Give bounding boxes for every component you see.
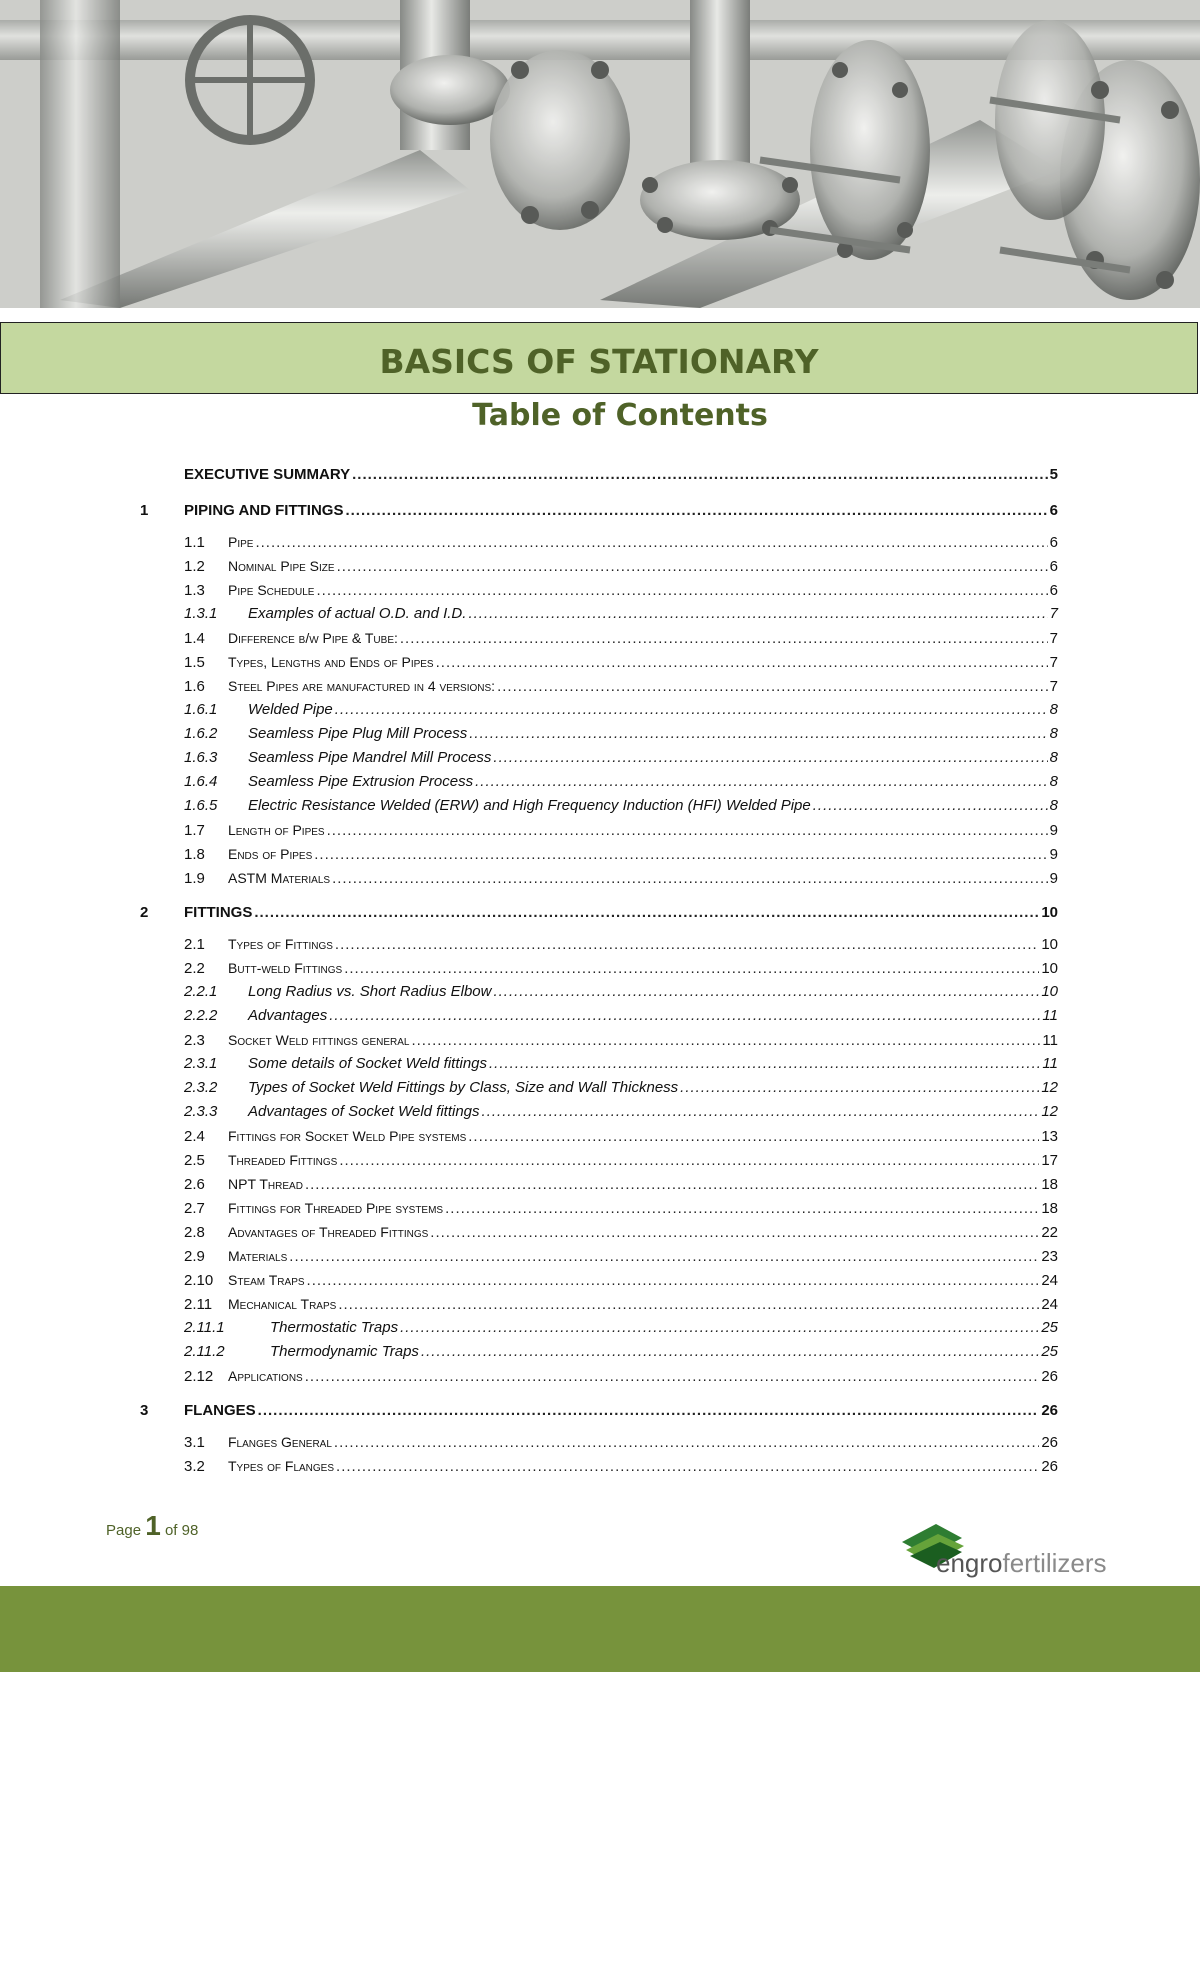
toc-entry[interactable] — [140, 698, 1058, 722]
title-band — [0, 322, 1198, 394]
toc-dot-leader — [336, 1455, 1039, 1479]
toc-entry[interactable] — [140, 1028, 1058, 1052]
toc-entry-number: 1.4 — [184, 630, 205, 647]
toc-entry[interactable] — [140, 1454, 1058, 1478]
toc-dot-leader — [335, 698, 1048, 722]
toc-entry-label: Advantages of Threaded Fittings — [228, 1224, 429, 1240]
toc-entry[interactable] — [140, 900, 1058, 926]
toc-entry-number: 1.6.5 — [184, 797, 218, 814]
toc-entry[interactable] — [140, 842, 1058, 866]
toc-entry[interactable] — [140, 1268, 1058, 1292]
toc-entry-label: Length of Pipes — [228, 822, 325, 838]
toc-dot-leader — [468, 602, 1047, 626]
toc-entry[interactable] — [140, 980, 1058, 1004]
logo-light: fertilizers — [1002, 1548, 1107, 1578]
toc-dot-leader — [258, 1398, 1040, 1424]
toc-entry-label: Thermodynamic Traps — [270, 1343, 419, 1360]
toc-entry-page: 25 — [1041, 1319, 1058, 1336]
toc-entry[interactable] — [140, 578, 1058, 602]
toc-entry-page: 23 — [1041, 1248, 1058, 1265]
toc-entry-number: 2.3.2 — [184, 1079, 218, 1096]
toc-entry-label: Examples of actual O.D. and I.D. — [248, 605, 467, 622]
toc-entry-number: 2.4 — [184, 1128, 205, 1145]
toc-entry-label: Pipe Schedule — [228, 582, 315, 598]
toc-entry-page: 6 — [1049, 582, 1058, 599]
toc-entry-label: ASTM Materials — [228, 870, 331, 886]
toc-dot-leader — [680, 1076, 1039, 1100]
toc-entry-page: 9 — [1049, 822, 1058, 839]
toc-entry[interactable] — [140, 1148, 1058, 1172]
toc-entry-label: Butt-weld Fittings — [228, 960, 343, 976]
toc-entry-page: 26 — [1041, 1434, 1058, 1451]
toc-entry-page: 8 — [1049, 725, 1058, 742]
toc-entry-number: 1.9 — [184, 870, 205, 887]
toc-dot-leader — [305, 1365, 1040, 1389]
page-prefix: Page — [106, 1522, 142, 1539]
toc-dot-leader — [289, 1245, 1039, 1269]
toc-entry-number: 2.3.3 — [184, 1103, 218, 1120]
toc-entry-number: 2.10 — [184, 1272, 214, 1289]
toc-entry-label: Steam Traps — [228, 1272, 305, 1288]
toc-entry-number: 2.8 — [184, 1224, 205, 1241]
toc-entry-label: Nominal Pipe Size — [228, 558, 335, 574]
toc-entry-page: 26 — [1041, 1402, 1058, 1419]
toc-entry-page: 10 — [1041, 960, 1058, 977]
toc-dot-leader — [493, 746, 1047, 770]
toc-entry-label: FITTINGS — [184, 904, 253, 921]
toc-entry-page: 11 — [1042, 1007, 1058, 1024]
toc-dot-leader — [489, 1052, 1040, 1076]
toc-dot-leader — [332, 867, 1048, 891]
toc-entry-label: Seamless Pipe Plug Mill Process — [248, 725, 468, 742]
toc-entry-number: 1.2 — [184, 558, 205, 575]
toc-dot-leader — [316, 579, 1047, 603]
toc-entry[interactable] — [140, 1364, 1058, 1388]
toc-dot-leader — [305, 1173, 1039, 1197]
toc-entry[interactable] — [140, 866, 1058, 890]
toc-entry[interactable] — [140, 1196, 1058, 1220]
toc-entry-number: 2.5 — [184, 1152, 205, 1169]
toc-entry-page: 18 — [1041, 1176, 1058, 1193]
toc-entry-label: Types, Lengths and Ends of Pipes — [228, 654, 434, 670]
toc-entry-number: 1.6 — [184, 678, 205, 695]
toc-entry-label: Welded Pipe — [248, 701, 333, 718]
toc-entry-label: EXECUTIVE SUMMARY — [184, 466, 351, 483]
toc-entry-page: 10 — [1041, 936, 1058, 953]
toc-entry[interactable] — [140, 770, 1058, 794]
toc-entry[interactable] — [140, 674, 1058, 698]
table-of-contents — [140, 462, 1058, 1478]
toc-entry-page: 12 — [1041, 1103, 1058, 1120]
toc-dot-leader — [493, 980, 1039, 1004]
toc-dot-leader — [314, 843, 1047, 867]
toc-entry-number: 2.2.1 — [184, 983, 218, 1000]
toc-entry-page: 17 — [1041, 1152, 1058, 1169]
toc-entry-label: Applications — [228, 1368, 303, 1384]
toc-dot-leader — [436, 651, 1048, 675]
page-number: 1 — [145, 1510, 161, 1541]
toc-entry-page: 6 — [1049, 534, 1058, 551]
toc-entry-page: 7 — [1049, 678, 1058, 695]
toc-entry-label: Threaded Fittings — [228, 1152, 338, 1168]
toc-dot-leader — [475, 770, 1048, 794]
toc-entry-label: Flanges General — [228, 1434, 332, 1450]
toc-entry-page: 8 — [1049, 773, 1058, 790]
toc-dot-leader — [329, 1004, 1040, 1028]
toc-dot-leader — [469, 722, 1047, 746]
toc-entry-page: 11 — [1042, 1055, 1058, 1072]
toc-entry-page: 7 — [1049, 605, 1058, 622]
toc-dot-leader — [400, 1316, 1039, 1340]
toc-entry-label: Seamless Pipe Extrusion Process — [248, 773, 474, 790]
toc-entry-label: Long Radius vs. Short Radius Elbow — [248, 983, 492, 1000]
toc-entry[interactable] — [140, 554, 1058, 578]
toc-entry-number: 2 — [140, 904, 149, 921]
toc-entry-label: Socket Weld fittings general — [228, 1032, 410, 1048]
toc-entry-page: 7 — [1049, 654, 1058, 671]
toc-entry[interactable] — [140, 1124, 1058, 1148]
toc-entry-label: Seamless Pipe Mandrel Mill Process — [248, 749, 492, 766]
toc-dot-leader — [335, 933, 1039, 957]
toc-entry[interactable] — [140, 794, 1058, 818]
toc-entry-label: Ends of Pipes — [228, 846, 313, 862]
toc-entry-number: 1.6.3 — [184, 749, 218, 766]
toc-entry-page: 10 — [1041, 904, 1058, 921]
toc-entry[interactable] — [140, 746, 1058, 770]
toc-heading: Table of Contents — [472, 398, 768, 433]
toc-entry-number: 1.7 — [184, 822, 205, 839]
toc-entry-label: Difference b/w Pipe & Tube: — [228, 630, 398, 646]
toc-entry[interactable] — [140, 1100, 1058, 1124]
toc-entry-number: 2.11 — [184, 1296, 213, 1313]
toc-entry-page: 10 — [1041, 983, 1058, 1000]
toc-dot-leader — [334, 1431, 1039, 1455]
toc-entry-page: 24 — [1041, 1296, 1058, 1313]
toc-dot-leader — [411, 1029, 1040, 1053]
toc-dot-leader — [339, 1149, 1039, 1173]
toc-entry[interactable] — [140, 1316, 1058, 1340]
toc-entry-label: Advantages — [248, 1007, 328, 1024]
toc-entry-label: Thermostatic Traps — [270, 1319, 399, 1336]
engro-fertilizers-logo — [900, 1520, 1120, 1586]
toc-dot-leader — [345, 498, 1047, 524]
toc-entry-page: 8 — [1049, 797, 1058, 814]
toc-dot-leader — [430, 1221, 1039, 1245]
toc-entry[interactable] — [140, 1076, 1058, 1100]
toc-entry-label: Types of Socket Weld Fittings by Class, Size and Wall Thickness — [248, 1079, 679, 1096]
toc-entry[interactable] — [140, 650, 1058, 674]
toc-dot-leader — [482, 1100, 1040, 1124]
toc-entry-number: 1.5 — [184, 654, 205, 671]
toc-entry-label: Fittings for Threaded Pipe systems — [228, 1200, 444, 1216]
toc-entry-label: Electric Resistance Welded (ERW) and High Frequency Induction (HFI) Welded Pipe — [248, 797, 811, 814]
toc-entry-label: Mechanical Traps — [228, 1296, 337, 1312]
toc-dot-leader — [327, 819, 1048, 843]
toc-entry-label: Types of Flanges — [228, 1458, 335, 1474]
toc-entry-page: 8 — [1049, 749, 1058, 766]
toc-entry-number: 1 — [140, 502, 149, 519]
toc-entry-number: 2.3 — [184, 1032, 205, 1049]
toc-dot-leader — [307, 1269, 1040, 1293]
toc-entry-page: 8 — [1049, 701, 1058, 718]
toc-dot-leader — [497, 675, 1048, 699]
toc-entry-number: 2.9 — [184, 1248, 205, 1265]
toc-entry-number: 3.1 — [184, 1434, 205, 1451]
toc-entry-page: 6 — [1049, 502, 1058, 519]
toc-entry[interactable] — [140, 1004, 1058, 1028]
toc-entry-number: 2.1 — [184, 936, 205, 953]
toc-dot-leader — [338, 1293, 1039, 1317]
header-piping-photo — [0, 0, 1200, 308]
toc-entry[interactable] — [140, 1052, 1058, 1076]
toc-dot-leader — [254, 900, 1039, 926]
toc-entry-label: FLANGES — [184, 1402, 256, 1419]
toc-dot-leader — [468, 1125, 1039, 1149]
logo-wordmark — [936, 1548, 1107, 1579]
toc-entry-number: 1.6.4 — [184, 773, 218, 790]
toc-entry-page: 9 — [1049, 846, 1058, 863]
toc-entry-label: NPT Thread — [228, 1176, 303, 1192]
toc-dot-leader — [255, 531, 1047, 555]
toc-entry-label: Types of Fittings — [228, 936, 333, 952]
toc-entry-page: 11 — [1042, 1032, 1058, 1049]
toc-dot-leader — [352, 462, 1048, 488]
toc-entry[interactable] — [140, 498, 1058, 524]
toc-entry-number: 2.11.1 — [184, 1319, 225, 1336]
toc-entry-page: 24 — [1041, 1272, 1058, 1289]
toc-entry-page: 18 — [1041, 1200, 1058, 1217]
document-title: BASICS OF STATIONARY — [379, 341, 819, 381]
toc-entry-number: 2.2 — [184, 960, 205, 977]
toc-entry-number: 2.7 — [184, 1200, 205, 1217]
toc-entry-label: Steel Pipes are manufactured in 4 versions: — [228, 678, 496, 694]
toc-entry-page: 25 — [1041, 1343, 1058, 1360]
toc-entry-number: 1.3.1 — [184, 605, 218, 622]
toc-entry[interactable] — [140, 462, 1058, 488]
toc-entry-number: 1.1 — [184, 534, 205, 551]
toc-entry-page: 13 — [1041, 1128, 1058, 1145]
toc-entry-page: 26 — [1041, 1458, 1058, 1475]
toc-entry-number: 2.12 — [184, 1368, 214, 1385]
toc-entry-page: 5 — [1049, 466, 1058, 483]
toc-entry-number: 1.6.2 — [184, 725, 218, 742]
toc-entry[interactable] — [140, 1172, 1058, 1196]
toc-entry-page: 22 — [1041, 1224, 1058, 1241]
toc-entry-number: 1.3 — [184, 582, 205, 599]
toc-entry-number: 2.3.1 — [184, 1055, 218, 1072]
toc-entry-label: Some details of Socket Weld fittings — [248, 1055, 488, 1072]
toc-entry-label: Pipe — [228, 534, 254, 550]
toc-entry-number: 2.11.2 — [184, 1343, 225, 1360]
toc-entry-page: 7 — [1049, 630, 1058, 647]
toc-dot-leader — [445, 1197, 1039, 1221]
toc-entry-page: 26 — [1041, 1368, 1058, 1385]
toc-dot-leader — [344, 957, 1039, 981]
toc-entry-label: Advantages of Socket Weld fittings — [248, 1103, 480, 1120]
footer-band — [0, 1586, 1200, 1672]
toc-entry[interactable] — [140, 722, 1058, 746]
toc-entry-number: 3 — [140, 1402, 149, 1419]
toc-entry[interactable] — [140, 1430, 1058, 1454]
toc-entry[interactable] — [140, 626, 1058, 650]
page-suffix: of 98 — [164, 1522, 199, 1539]
toc-entry[interactable] — [140, 818, 1058, 842]
toc-dot-leader — [337, 555, 1048, 579]
toc-entry[interactable] — [140, 602, 1058, 626]
toc-entry-label: PIPING AND FITTINGS — [184, 502, 344, 519]
toc-entry-page: 6 — [1049, 558, 1058, 575]
toc-dot-leader — [421, 1340, 1039, 1364]
toc-entry-label: Fittings for Socket Weld Pipe systems — [228, 1128, 467, 1144]
page-indicator — [106, 1510, 198, 1542]
toc-entry[interactable] — [140, 956, 1058, 980]
toc-entry[interactable] — [140, 530, 1058, 554]
toc-entry-number: 2.6 — [184, 1176, 205, 1193]
toc-entry-label: Materials — [228, 1248, 288, 1264]
toc-entry[interactable] — [140, 1292, 1058, 1316]
piping-illustration — [0, 0, 1200, 308]
toc-entry[interactable] — [140, 932, 1058, 956]
toc-entry[interactable] — [140, 1398, 1058, 1424]
toc-entry[interactable] — [140, 1220, 1058, 1244]
toc-dot-leader — [813, 794, 1048, 818]
toc-entry[interactable] — [140, 1244, 1058, 1268]
toc-entry-number: 1.8 — [184, 846, 205, 863]
toc-dot-leader — [400, 627, 1048, 651]
logo-bold: engro — [936, 1548, 1003, 1578]
toc-entry-number: 3.2 — [184, 1458, 205, 1475]
toc-entry-page: 12 — [1041, 1079, 1058, 1096]
toc-entry-page: 9 — [1049, 870, 1058, 887]
toc-entry-number: 2.2.2 — [184, 1007, 218, 1024]
toc-entry[interactable] — [140, 1340, 1058, 1364]
toc-entry-number: 1.6.1 — [184, 701, 218, 718]
